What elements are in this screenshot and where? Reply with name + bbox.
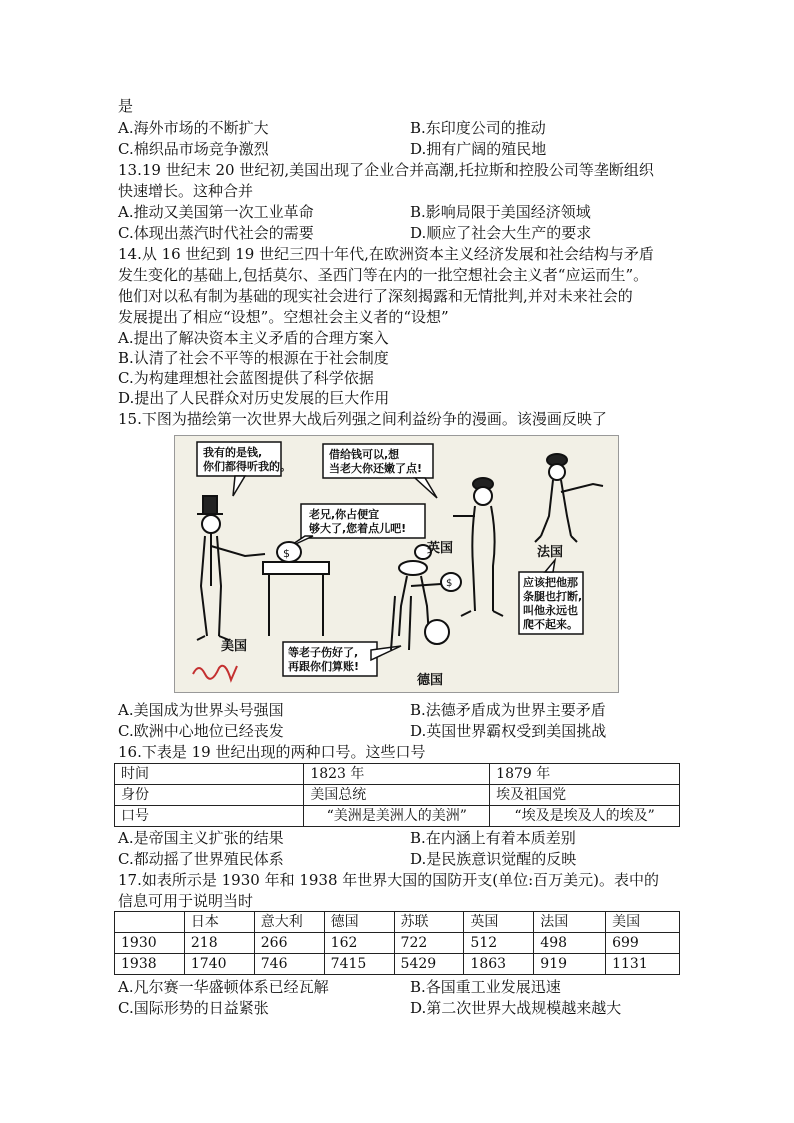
q14-stem-line4: 发展提出了相应“设想”。空想社会主义者的“设想” [118, 308, 449, 326]
table-cell: 722 [394, 933, 464, 954]
q14-stem-line3: 他们对以私有制为基础的现实社会进行了深刻揭露和无情批判,并对未来社会的 [118, 287, 633, 305]
money-bag-uk [441, 573, 461, 591]
q13-stem-line2: 快速增长。这种合并 [118, 182, 254, 200]
table-cell [115, 912, 185, 933]
table-row [115, 933, 680, 954]
table-cell: 218 [184, 933, 254, 954]
q12-option-d: D.拥有广阔的殖民地 [410, 140, 547, 158]
table-cell: 746 [254, 954, 324, 975]
table-cell: 美国 [606, 912, 680, 933]
q14-stem-line2: 发生变化的基础上,包括莫尔、圣西门等在内的一批空想社会主义者“应运而生”。 [118, 266, 649, 284]
label-france: 法国 [537, 545, 564, 560]
q13-option-b: B.影响局限于美国经济领域 [410, 203, 591, 221]
table-cell: 时间 [115, 764, 304, 785]
table-cell: 法国 [534, 912, 606, 933]
q13-option-d: D.顺应了社会大生产的要求 [410, 224, 592, 242]
q12-option-c: C.棉织品市场竞争激烈 [118, 140, 269, 158]
figure-uk [453, 478, 503, 616]
table-cell: 162 [324, 933, 394, 954]
table-cell: 919 [534, 954, 606, 975]
table-cell: 699 [606, 933, 680, 954]
q14-option-c: C.为构建理想社会蓝图提供了科学依据 [118, 369, 374, 387]
bubble-france-line2: 条腿也打断, [523, 590, 583, 603]
table-row [115, 764, 680, 785]
q14-option-d: D.提出了人民群众对历史发展的巨大作用 [118, 389, 390, 407]
table-cell: 1938 [115, 954, 185, 975]
bubble-uk-line1: 借给钱可以,想 [329, 448, 400, 461]
bubble-germany-line2: 再跟你们算账! [288, 660, 360, 673]
table-cell: “埃及是埃及人的埃及” [490, 806, 680, 827]
q13-option-a: A.推动又美国第一次工业革命 [118, 203, 314, 221]
q17-option-b: B.各国重工业发展迅速 [410, 978, 561, 996]
table-cell: “美洲是美洲人的美洲” [304, 806, 490, 827]
table-cell: 意大利 [254, 912, 324, 933]
table-cell: 口号 [115, 806, 304, 827]
table-cell: 身份 [115, 785, 304, 806]
table-cell: 266 [254, 933, 324, 954]
label-uk: 英国 [427, 541, 454, 556]
table-row [115, 954, 680, 975]
handwriting-mark [193, 666, 237, 680]
figure-usa [197, 496, 265, 640]
q13-option-c: C.体现出蒸汽时代社会的需要 [118, 224, 314, 242]
slogan-table [114, 763, 680, 827]
label-germany: 德国 [417, 673, 444, 688]
q12-option-b: B.东印度公司的推动 [410, 119, 546, 137]
q17-stem-line1: 17.如表所示是 1930 年和 1938 年世界大国的国防开支(单位:百万美元)。表中的 [118, 871, 660, 889]
q14-option-b: B.认清了社会不平等的根源在于社会制度 [118, 349, 389, 367]
q16-stem: 16.下表是 19 世纪出现的两种口号。这些口号 [118, 743, 426, 761]
table-cell: 1131 [606, 954, 680, 975]
bubble-usa-line1: 我有的是钱, [203, 446, 263, 459]
table-cell: 5429 [394, 954, 464, 975]
cartoon-drawing [175, 436, 618, 692]
bubble-france-line1: 应该把他那 [523, 576, 578, 589]
q17-stem-line2: 信息可用于说明当时 [118, 892, 254, 910]
table-cell: 512 [464, 933, 534, 954]
q14-stem-line1: 14.从 16 世纪到 19 世纪三四十年代,在欧洲资本主义经济发展和社会结构与矛盾 [118, 245, 654, 263]
q14-option-a: A.提出了解决资本主义矛盾的合理方案入 [118, 329, 389, 347]
q17-option-c: C.国际形势的日益紧张 [118, 999, 269, 1017]
bubble-france-line3: 叫他永远也 [523, 604, 578, 617]
q15-option-d: D.英国世界霸权受到美国挑战 [410, 722, 607, 740]
table-cell: 1930 [115, 933, 185, 954]
table-cell: 英国 [464, 912, 534, 933]
table-cell: 1863 [464, 954, 534, 975]
table-cell: 1740 [184, 954, 254, 975]
figure-france [535, 454, 603, 542]
table-drawing [263, 562, 329, 636]
q13-stem-line1: 13.19 世纪末 20 世纪初,美国出现了企业合并高潮,托拉斯和控股公司等垄断组织 [118, 161, 654, 179]
bubble-center-line2: 够大了,您着点儿吧! [309, 522, 407, 535]
table-cell: 德国 [324, 912, 394, 933]
figure-germany [391, 561, 449, 650]
label-usa: 美国 [221, 639, 248, 654]
q12-option-a: A.海外市场的不断扩大 [118, 119, 269, 137]
bubble-germany-line1: 等老子伤好了, [288, 646, 359, 659]
defense-spending-table [114, 911, 680, 975]
bubble-usa-line2: 你们都得听我的。 [203, 460, 291, 473]
q15-option-c: C.欧洲中心地位已经丧发 [118, 722, 284, 740]
q15-option-a: A.美国成为世界头号强国 [118, 701, 284, 719]
q15-stem: 15.下图为描绘第一次世界大战后列强之间利益纷争的漫画。该漫画反映了 [118, 410, 607, 428]
table-cell: 日本 [184, 912, 254, 933]
bubble-france-line4: 爬不起来。 [523, 618, 578, 631]
svg-text:$: $ [446, 578, 453, 589]
q16-option-d: D.是民族意识觉醒的反映 [410, 850, 577, 868]
svg-text:$: $ [283, 547, 290, 560]
table-cell: 苏联 [394, 912, 464, 933]
q16-option-c: C.都动摇了世界殖民体系 [118, 850, 284, 868]
q16-option-a: A.是帝国主义扩张的结果 [118, 829, 284, 847]
table-cell: 美国总统 [304, 785, 490, 806]
table-cell: 498 [534, 933, 606, 954]
q16-option-b: B.在内涵上有着本质差别 [410, 829, 576, 847]
q15-option-b: B.法德矛盾成为世界主要矛盾 [410, 701, 606, 719]
q17-option-a: A.凡尔赛一华盛顿体系已经瓦解 [118, 978, 329, 996]
money-bag-usa [277, 542, 301, 562]
table-row [115, 806, 680, 827]
table-cell: 埃及祖国党 [490, 785, 680, 806]
top-fragment: 是 [118, 97, 134, 115]
table-row [115, 785, 680, 806]
political-cartoon [174, 435, 619, 693]
table-cell: 1823 年 [304, 764, 490, 785]
table-cell: 7415 [324, 954, 394, 975]
table-cell: 1879 年 [490, 764, 680, 785]
table-row [115, 912, 680, 933]
bubble-uk-line2: 当老大你还嫩了点! [329, 462, 423, 475]
q17-option-d: D.第二次世界大战规模越来越大 [410, 999, 622, 1017]
bubble-center-line1: 老兄,你占便宜 [309, 508, 380, 521]
